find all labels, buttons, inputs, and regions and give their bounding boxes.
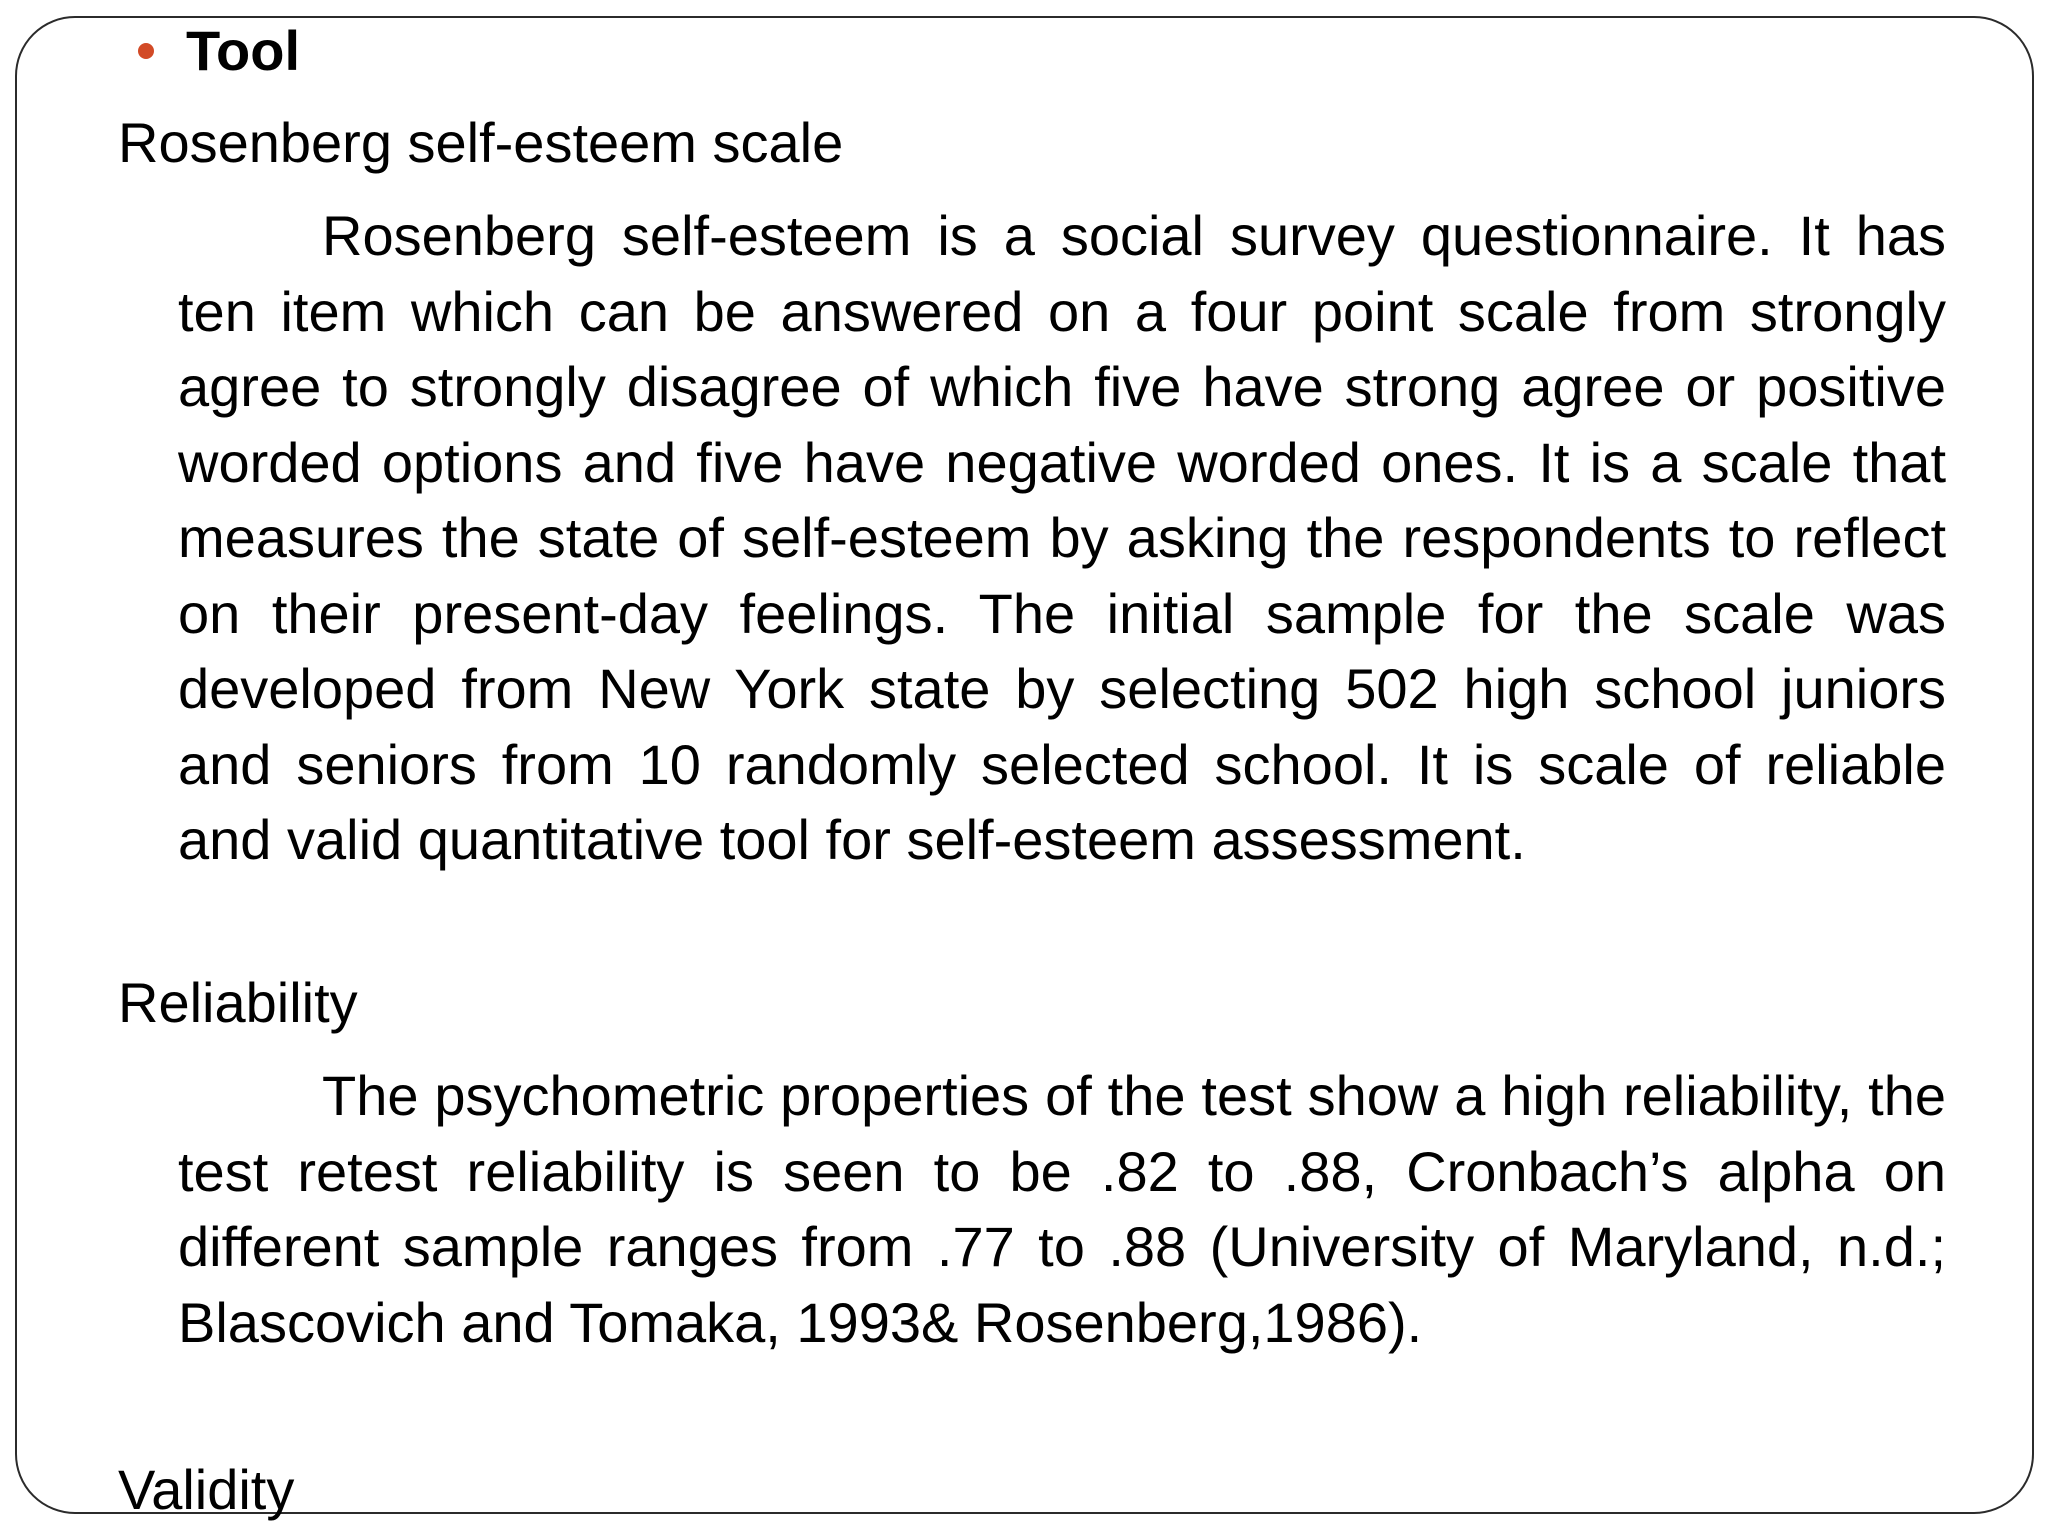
scale-heading: Rosenberg self-esteem scale [118, 111, 844, 174]
scale-paragraph: Rosenberg self-esteem is a social survey questionnaire. It has ten item which can be answered on a four point scale from strongly agree to strongly disagree of which five have strong agree or positive worded options and five have negative worded ones. It is a scale that measures the state of self-esteem by asking the respondents to reflect on their present-day feelings. The initial sample for the scale was developed from New York state by selecting 502 high school juniors and seniors from 10 randomly selected school. It is scale of reliable and valid quantitative tool for self-esteem assessment. [178, 204, 1946, 871]
bullet-heading-text: Tool [186, 19, 301, 82]
reliability-heading: Reliability [118, 971, 358, 1034]
reliability-paragraph: The psychometric properties of the test show a high reliability, the test retest reliability is seen to be .82 to .88, Cronbach’s alpha on different sample ranges from .77 to .88 (University of Maryland, n.d.; Blascovich and Tomaka, 1993& Rosenberg,1986). [178, 1064, 1946, 1354]
validity-heading: Validity [118, 1458, 295, 1521]
bullet-dot-icon [138, 43, 154, 59]
bullet-heading [138, 16, 300, 86]
